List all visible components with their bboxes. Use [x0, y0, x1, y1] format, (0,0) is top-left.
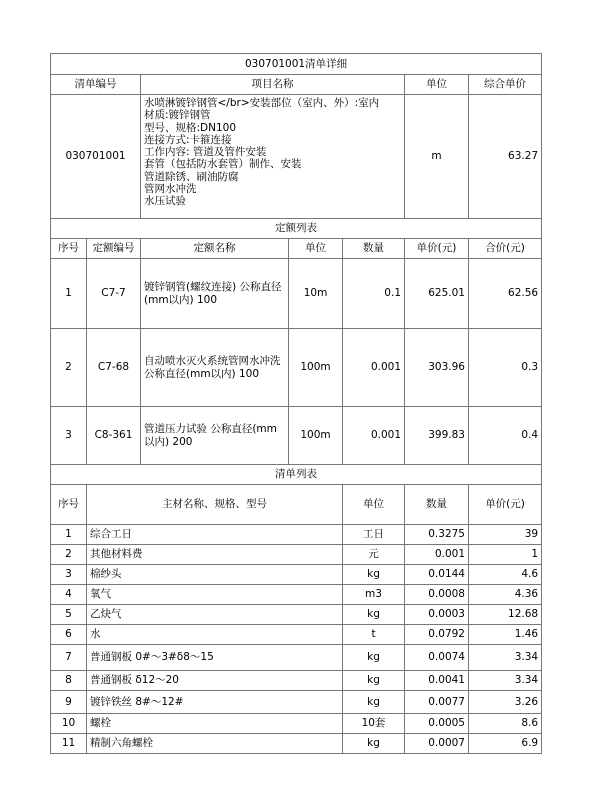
item-description: 水喷淋镀锌钢管</br>安装部位（室内、外）:室内 材质:镀锌钢管 型号、规格:DN100 连接方式:卡箍连接 工作内容: 管道及管件安装 套管（包括防水套管）制作、安装 管道除锈、刷油防腐 管网水冲洗 水压试验	[141, 95, 405, 219]
table-row	[51, 691, 542, 714]
quota-header-row	[51, 239, 542, 259]
material-no: 3	[51, 565, 87, 585]
table-row	[51, 545, 542, 565]
table-row	[51, 259, 542, 329]
material-qty: 0.0074	[405, 645, 469, 671]
column-header: 单价(元)	[469, 485, 542, 525]
header-unit: 单位	[405, 75, 469, 95]
material-qty: 0.0003	[405, 605, 469, 625]
header-code: 清单编号	[51, 75, 141, 95]
material-name: 其他材料费	[87, 545, 343, 565]
material-price: 1	[469, 545, 542, 565]
material-qty: 0.0041	[405, 671, 469, 691]
material-section-title: 清单列表	[51, 465, 542, 485]
column-header: 合价(元)	[469, 239, 542, 259]
item-unit: m	[405, 95, 469, 219]
material-no: 1	[51, 525, 87, 545]
material-name: 乙炔气	[87, 605, 343, 625]
column-header: 单价(元)	[405, 239, 469, 259]
material-name: 普通钢板 δ12～20	[87, 671, 343, 691]
table-row	[51, 645, 542, 671]
table-row	[51, 625, 542, 645]
quota-total: 62.56	[469, 259, 542, 329]
quota-no: 1	[51, 259, 87, 329]
material-unit: 10套	[343, 714, 405, 734]
material-name: 镀锌铁丝 8#～12#	[87, 691, 343, 714]
quota-name: 镀锌钢管(螺纹连接) 公称直径(mm以内) 100	[141, 259, 289, 329]
quota-qty: 0.001	[343, 329, 405, 407]
material-price: 6.9	[469, 734, 542, 754]
table-row	[51, 734, 542, 754]
material-qty: 0.001	[405, 545, 469, 565]
material-price: 12.68	[469, 605, 542, 625]
table-row	[51, 714, 542, 734]
column-header: 数量	[405, 485, 469, 525]
quota-price: 625.01	[405, 259, 469, 329]
material-name: 螺栓	[87, 714, 343, 734]
header-price: 综合单价	[469, 75, 542, 95]
quota-price: 399.83	[405, 407, 469, 465]
material-unit: kg	[343, 671, 405, 691]
material-price: 3.34	[469, 645, 542, 671]
quota-no: 2	[51, 329, 87, 407]
material-header-row	[51, 485, 542, 525]
column-header: 单位	[289, 239, 343, 259]
material-unit: t	[343, 625, 405, 645]
column-header: 数量	[343, 239, 405, 259]
material-name: 氧气	[87, 585, 343, 605]
item-code: 030701001	[51, 95, 141, 219]
material-price: 39	[469, 525, 542, 545]
material-no: 8	[51, 671, 87, 691]
column-header: 序号	[51, 239, 87, 259]
material-price: 4.36	[469, 585, 542, 605]
material-qty: 0.0005	[405, 714, 469, 734]
quota-section-title: 定额列表	[51, 219, 542, 239]
material-name: 普通钢板 0#～3#δ8～15	[87, 645, 343, 671]
material-no: 7	[51, 645, 87, 671]
material-price: 3.26	[469, 691, 542, 714]
material-name: 精制六角螺栓	[87, 734, 343, 754]
material-unit: kg	[343, 734, 405, 754]
material-name: 综合工日	[87, 525, 343, 545]
material-qty: 0.0008	[405, 585, 469, 605]
material-no: 2	[51, 545, 87, 565]
material-name: 水	[87, 625, 343, 645]
quota-qty: 0.1	[343, 259, 405, 329]
material-unit: kg	[343, 565, 405, 585]
quota-unit: 100m	[289, 329, 343, 407]
material-qty: 0.0144	[405, 565, 469, 585]
quota-unit: 100m	[289, 407, 343, 465]
material-no: 11	[51, 734, 87, 754]
item-price: 63.27	[469, 95, 542, 219]
quota-total: 0.3	[469, 329, 542, 407]
material-qty: 0.0007	[405, 734, 469, 754]
material-no: 9	[51, 691, 87, 714]
material-qty: 0.0792	[405, 625, 469, 645]
header-name: 项目名称	[141, 75, 405, 95]
material-no: 4	[51, 585, 87, 605]
column-header: 定额名称	[141, 239, 289, 259]
material-price: 8.6	[469, 714, 542, 734]
quota-qty: 0.001	[343, 407, 405, 465]
page-title: 030701001清单详细	[51, 54, 542, 75]
column-header: 序号	[51, 485, 87, 525]
material-name: 棉纱头	[87, 565, 343, 585]
column-header: 单位	[343, 485, 405, 525]
quota-code: C7-68	[87, 329, 141, 407]
table-row	[51, 525, 542, 545]
quota-price: 303.96	[405, 329, 469, 407]
bill-detail-table	[50, 53, 542, 754]
material-unit: m3	[343, 585, 405, 605]
material-unit: kg	[343, 645, 405, 671]
material-unit: kg	[343, 691, 405, 714]
material-unit: 工日	[343, 525, 405, 545]
column-header: 定额编号	[87, 239, 141, 259]
table-row	[51, 329, 542, 407]
material-no: 5	[51, 605, 87, 625]
table-row	[51, 605, 542, 625]
quota-unit: 10m	[289, 259, 343, 329]
table-row	[51, 671, 542, 691]
column-header: 主材名称、规格、型号	[87, 485, 343, 525]
material-qty: 0.0077	[405, 691, 469, 714]
table-row	[51, 585, 542, 605]
quota-total: 0.4	[469, 407, 542, 465]
quota-name: 管道压力试验 公称直径(mm以内) 200	[141, 407, 289, 465]
material-unit: 元	[343, 545, 405, 565]
table-row	[51, 407, 542, 465]
table-row	[51, 565, 542, 585]
material-price: 1.46	[469, 625, 542, 645]
material-unit: kg	[343, 605, 405, 625]
material-price: 4.6	[469, 565, 542, 585]
quota-name: 自动喷水灭火系统管网水冲洗 公称直径(mm以内) 100	[141, 329, 289, 407]
material-qty: 0.3275	[405, 525, 469, 545]
material-price: 3.34	[469, 671, 542, 691]
material-no: 10	[51, 714, 87, 734]
material-no: 6	[51, 625, 87, 645]
quota-code: C8-361	[87, 407, 141, 465]
quota-code: C7-7	[87, 259, 141, 329]
quota-no: 3	[51, 407, 87, 465]
